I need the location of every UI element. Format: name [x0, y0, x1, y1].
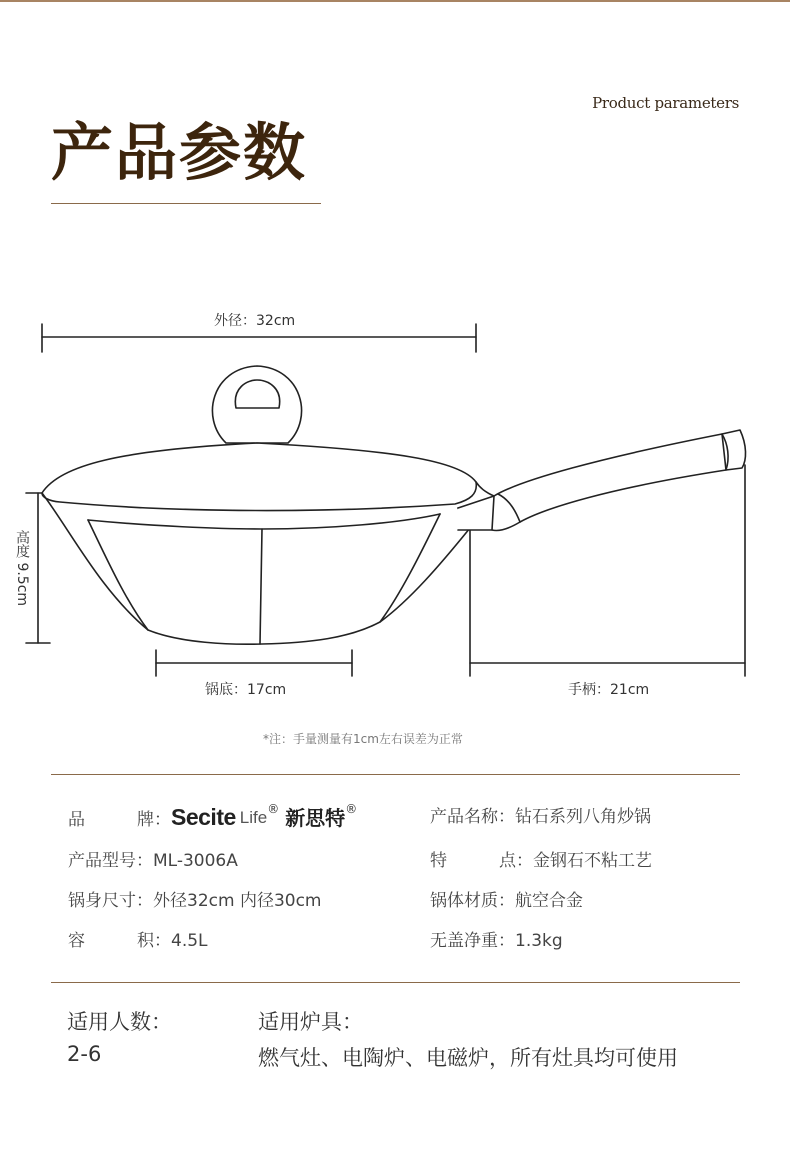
- dimension-handle-line: [470, 465, 745, 676]
- wok-handle: [458, 430, 746, 531]
- brand-cn: 新思特: [285, 806, 346, 830]
- colon: ：: [498, 807, 515, 827]
- stove-label: 适用炉具：: [258, 1010, 363, 1034]
- people-label: 适用人数：: [67, 1010, 172, 1034]
- brand-life: Life: [239, 808, 268, 827]
- spec-bottom-rule: [51, 982, 740, 983]
- spec-size-label: 锅身尺寸: [68, 891, 136, 911]
- brand-registered-mark: ®: [267, 802, 280, 816]
- dimension-base-label: 锅底：17cm: [205, 682, 287, 698]
- spec-name-value: 钻石系列八角炒锅: [515, 807, 651, 827]
- spec-feature-label: 特 点: [430, 851, 516, 871]
- brand-latin: Secite: [171, 804, 236, 830]
- spec-brand-label: 品 牌: [68, 810, 154, 830]
- spec-weight: [430, 930, 563, 952]
- colon: ：: [498, 931, 515, 951]
- wok-line-drawing: [0, 300, 790, 690]
- spec-feature-value: 金钢石不粘工艺: [533, 851, 652, 871]
- colon: ：: [516, 851, 533, 871]
- spec-name-label: 产品名称: [430, 807, 498, 827]
- wok-body: [42, 493, 470, 644]
- colon: ：: [136, 851, 153, 871]
- spec-brand: [68, 802, 358, 831]
- spec-size: [68, 890, 321, 912]
- lid: [42, 443, 476, 511]
- spec-size-value: 外径32cm 内径30cm: [153, 891, 322, 911]
- spec-volume: [68, 930, 208, 952]
- measurement-note: *注：手量测量有1cm左右误差为正常: [263, 732, 463, 746]
- spec-model-value: ML-3006A: [153, 851, 238, 871]
- colon: ：: [498, 891, 515, 911]
- spec-material: [430, 890, 583, 912]
- dimension-base-line: [156, 650, 352, 676]
- brand-registered-mark-cn: ®: [345, 802, 358, 816]
- spec-volume-value: 4.5L: [171, 931, 208, 951]
- dimension-outer-label: 外径：32cm: [214, 313, 296, 329]
- spec-weight-value: 1.3kg: [515, 931, 563, 951]
- spec-name: [430, 806, 651, 828]
- colon: ：: [154, 810, 171, 830]
- subtitle-en: Product parameters: [592, 94, 739, 112]
- brand-logo: [171, 802, 358, 830]
- title-underline: [51, 203, 321, 204]
- dimension-height-label: 高度 9.5cm: [14, 530, 30, 607]
- people-value: 2-6: [67, 1042, 102, 1066]
- spec-weight-label: 无盖净重: [430, 931, 498, 951]
- spec-model: [68, 850, 238, 872]
- spec-top-rule: [51, 774, 740, 775]
- lid-knob: [212, 366, 301, 443]
- spec-model-label: 产品型号: [68, 851, 136, 871]
- colon: ：: [136, 891, 153, 911]
- stove-value: 燃气灶、电陶炉、电磁炉，所有灶具均可使用: [258, 1046, 678, 1070]
- spec-material-value: 航空合金: [515, 891, 583, 911]
- colon: ：: [154, 931, 171, 951]
- top-accent-line: [0, 0, 790, 2]
- spec-material-label: 锅体材质: [430, 891, 498, 911]
- spec-volume-label: 容 积: [68, 931, 154, 951]
- wok-rim: [88, 514, 440, 529]
- spec-feature: [430, 850, 652, 872]
- page-title: 产品参数: [51, 116, 308, 189]
- dimension-handle-label: 手柄：21cm: [568, 682, 650, 698]
